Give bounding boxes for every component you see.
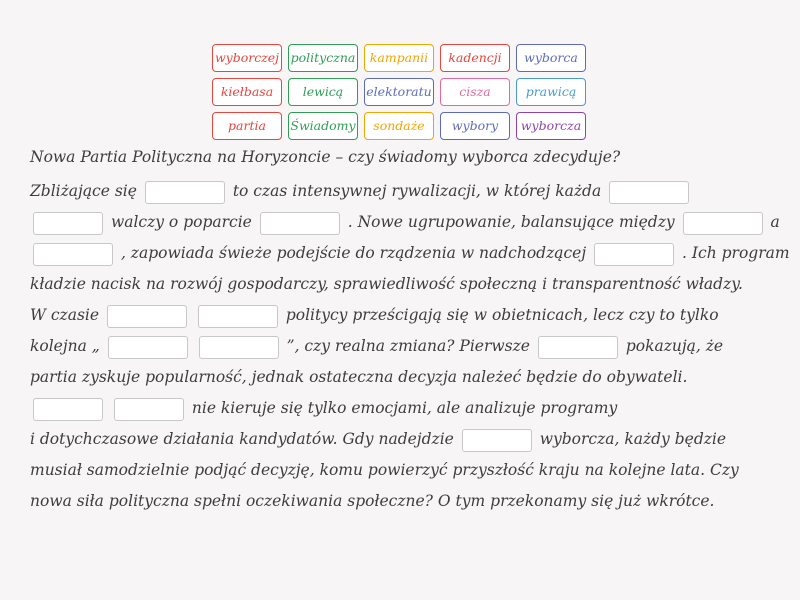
text-segment: ”, czy realna zmiana? Pierwsze bbox=[286, 337, 530, 355]
word-tile[interactable]: Świadomy bbox=[288, 112, 358, 140]
text-segment: nie kieruje się tylko emocjami, ale analizuje programy bbox=[191, 399, 618, 417]
text-segment: pokazują, że bbox=[625, 337, 724, 355]
text-segment: kolejna „ bbox=[30, 337, 100, 355]
word-tile[interactable]: kadencji bbox=[440, 44, 510, 72]
text-segment: i dotychczasowe działania kandydatów. Gdy nadejdzie bbox=[30, 430, 454, 448]
word-tile[interactable]: lewicą bbox=[288, 78, 358, 106]
text-line-6 bbox=[30, 331, 778, 362]
answer-blank[interactable] bbox=[33, 212, 103, 235]
answer-blank[interactable] bbox=[199, 336, 279, 359]
word-tile[interactable]: prawicą bbox=[516, 78, 586, 106]
answer-blank[interactable] bbox=[609, 181, 689, 204]
answer-blank[interactable] bbox=[107, 305, 187, 328]
answer-blank[interactable] bbox=[33, 243, 113, 266]
answer-blank[interactable] bbox=[683, 212, 763, 235]
answer-blank[interactable] bbox=[108, 336, 188, 359]
word-tile[interactable]: kampanii bbox=[364, 44, 434, 72]
text-segment: to czas intensywnej rywalizacji, w której każda bbox=[232, 182, 602, 200]
text-line-4: kładzie nacisk na rozwój gospodarczy, sprawiedliwość społeczną i transparentność władzy. bbox=[30, 275, 743, 293]
text-line-1 bbox=[30, 176, 778, 207]
text-segment: Zbliżające się bbox=[30, 182, 137, 200]
text-segment: . Ich program bbox=[682, 244, 790, 262]
text-segment: a bbox=[770, 213, 780, 231]
text-line-5 bbox=[30, 300, 778, 331]
word-tile[interactable]: cisza bbox=[440, 78, 510, 106]
word-tile[interactable]: wyborcza bbox=[516, 112, 586, 140]
answer-blank[interactable] bbox=[594, 243, 674, 266]
word-tile[interactable]: wyborca bbox=[516, 44, 586, 72]
word-tile[interactable]: polityczna bbox=[288, 44, 358, 72]
text-segment: wyborcza, każdy będzie bbox=[539, 430, 727, 448]
answer-blank[interactable] bbox=[114, 398, 184, 421]
text-segment: , zapowiada świeże podejście do rządzenia w nadchodzącej bbox=[120, 244, 587, 262]
exercise-text bbox=[30, 142, 790, 517]
answer-blank[interactable] bbox=[145, 181, 225, 204]
text-segment: politycy prześcigają się w obietnicach, lecz czy to tylko bbox=[285, 306, 719, 324]
answer-blank[interactable] bbox=[33, 398, 103, 421]
text-line-3 bbox=[30, 238, 790, 269]
word-tile[interactable]: sondaże bbox=[364, 112, 434, 140]
answer-blank[interactable] bbox=[462, 429, 532, 452]
text-line-7: partia zyskuje popularność, jednak ostateczna decyzja należeć będzie do obywateli. bbox=[30, 368, 688, 386]
text-line-9 bbox=[30, 424, 778, 455]
word-tile[interactable]: wyborczej bbox=[212, 44, 282, 72]
text-line-10: musiał samodzielnie podjąć decyzję, komu powierzyć przyszłość kraju na kolejne lata. Czy bbox=[30, 461, 739, 479]
text-line-11: nowa siła polityczna spełni oczekiwania społeczne? O tym przekonamy się już wkrótce. bbox=[30, 492, 715, 510]
word-bank bbox=[212, 44, 592, 140]
exercise-title: Nowa Partia Polityczna na Horyzoncie – czy świadomy wyborca zdecyduje? bbox=[30, 148, 621, 166]
word-tile[interactable]: wybory bbox=[440, 112, 510, 140]
answer-blank[interactable] bbox=[260, 212, 340, 235]
answer-blank[interactable] bbox=[198, 305, 278, 328]
text-segment: W czasie bbox=[30, 306, 100, 324]
text-line-8 bbox=[30, 393, 778, 424]
answer-blank[interactable] bbox=[538, 336, 618, 359]
word-tile[interactable]: partia bbox=[212, 112, 282, 140]
text-line-2 bbox=[30, 207, 778, 238]
word-tile[interactable]: kiełbasa bbox=[212, 78, 282, 106]
word-tile[interactable]: elektoratu bbox=[364, 78, 434, 106]
text-segment: . Nowe ugrupowanie, balansujące między bbox=[347, 213, 675, 231]
text-segment: walczy o poparcie bbox=[110, 213, 252, 231]
